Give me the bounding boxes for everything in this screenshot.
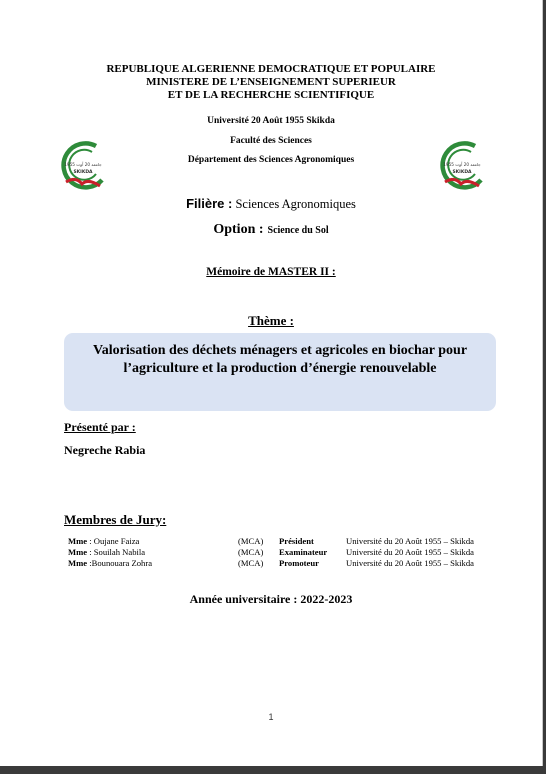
jury-member-role: Promoteur bbox=[279, 558, 319, 568]
jury-member-grade: (MCA) bbox=[238, 547, 264, 557]
jury-member-role: Examinateur bbox=[279, 547, 328, 557]
option-value: Science du Sol bbox=[267, 225, 329, 236]
logo-latin-text-right: SKIKDA bbox=[452, 170, 472, 175]
header-line-2: MINISTERE DE L’ENSEIGNEMENT SUPERIEUR bbox=[146, 76, 396, 88]
theme-box bbox=[64, 333, 496, 411]
jury-member-university: Université du 20 Août 1955 – Skikda bbox=[346, 536, 474, 546]
university-logo-left bbox=[56, 140, 108, 194]
jury-member-role: Président bbox=[279, 536, 314, 546]
option-line bbox=[0, 220, 542, 238]
theme-title-line-2: l’agriculture et la production d’énergie renouvelable bbox=[123, 361, 437, 376]
faculty-name: Faculté des Sciences bbox=[230, 136, 312, 146]
header-line-1: REPUBLIQUE ALGERIENNE DEMOCRATIQUE ET POPULAIRE bbox=[106, 63, 436, 75]
option-label: Option : bbox=[213, 222, 264, 237]
jury-member-grade: (MCA) bbox=[238, 558, 264, 568]
jury-member-university: Université du 20 Août 1955 – Skikda bbox=[346, 547, 474, 557]
memoire-label: Mémoire de MASTER II : bbox=[206, 266, 336, 278]
university-logo-right bbox=[435, 140, 487, 194]
page-number: 1 bbox=[268, 712, 274, 722]
theme-title-line-1: Valorisation des déchets ménagers et agricoles en biochar pour bbox=[92, 343, 468, 358]
filiere-value: Sciences Agronomiques bbox=[235, 197, 356, 211]
jury-member-grade: (MCA) bbox=[238, 536, 264, 546]
jury-member-university: Université du 20 Août 1955 – Skikda bbox=[346, 558, 474, 568]
theme-title bbox=[64, 342, 496, 378]
jury-member-name: Mme :Bounouara Zohra bbox=[68, 558, 153, 568]
academic-year: Année universitaire : 2022-2023 bbox=[189, 592, 353, 606]
department-name: Département des Sciences Agronomiques bbox=[187, 155, 355, 165]
filiere-label: Filière : bbox=[186, 196, 233, 211]
logo-arabic-text-left: جامعة 20 أوت 1955 bbox=[64, 162, 102, 167]
filiere-line bbox=[0, 196, 542, 212]
theme-label: Thème : bbox=[248, 313, 294, 328]
university-name: Université 20 Août 1955 Skikda bbox=[207, 116, 335, 126]
logo-arabic-text-right: جامعة 20 أوت 1955 bbox=[443, 162, 481, 167]
presented-by-label: Présenté par : bbox=[64, 420, 136, 434]
logo-latin-text-left: SKIKDA bbox=[73, 170, 93, 175]
jury-member-name: Mme : Oujane Faiza bbox=[68, 536, 140, 546]
header-line-3: ET DE LA RECHERCHE SCIENTIFIQUE bbox=[167, 89, 375, 101]
student-name: Negreche Rabia bbox=[64, 443, 146, 457]
jury-member-name: Mme : Souilah Nabila bbox=[68, 547, 146, 557]
jury-label: Membres de Jury: bbox=[64, 512, 167, 527]
